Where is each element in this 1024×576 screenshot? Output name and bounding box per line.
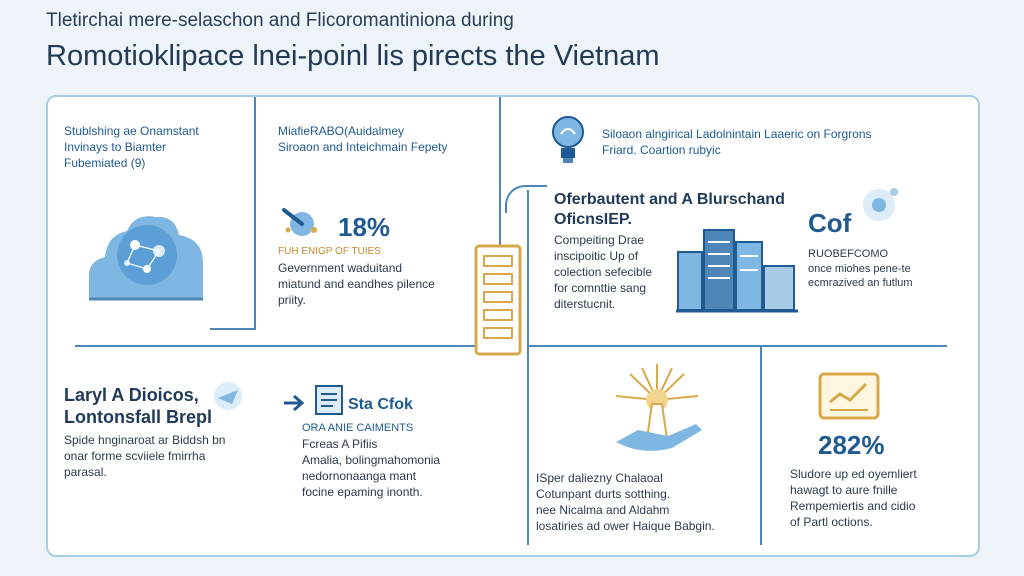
stat-caption: FUH ENIGP OF TUIES <box>278 246 381 257</box>
bottom-left-heading: Laryl A Dioicos, Lontonsfall Brepl <box>64 385 212 427</box>
side-title: RUOBEFCOMO <box>808 248 889 260</box>
tower-icon <box>470 240 526 358</box>
wrench-icon <box>278 200 332 240</box>
badge-text: Sta Cfok <box>348 396 413 413</box>
cloud-network-icon <box>85 195 210 307</box>
top-right-subheading: Oferbautent and A Blurschand OficnsIEP. <box>554 191 785 228</box>
stat-18: 18% <box>338 212 391 242</box>
top-right-heading: Siloaon alngirical Ladolnintain Laaeric on Forgrons Friard. Coartion rubyic <box>602 127 872 157</box>
bottom-mid-caption: ORA ANIE CAIMENTS <box>302 422 414 434</box>
arrow-icon <box>282 392 312 414</box>
top-mid-text: Gevernment waduitand miatund and eandhes pilence priity. <box>278 261 435 307</box>
stat-282: 282% <box>818 430 885 460</box>
page-title: Romotioklipace lnei-poinl lis pirects the Vietnam <box>46 40 660 72</box>
bottom-left-text: Spide hnginaroat ar Biddsh bn onar forme scviiele fmirrha parasal. <box>64 433 226 479</box>
logo-text: Cof <box>808 208 852 238</box>
divider-line <box>254 97 256 329</box>
bottom-center-text: ISper daliezny Chalaoal Cotunpant durts sotthing. nee Nicalma and Aldahm losatiries ad ower Haique Babgin. <box>536 471 715 533</box>
divider-line <box>527 345 947 347</box>
top-mid-heading: MiafieRABO(Auidalmey Siroaon and Inteichmain Fepety <box>278 124 448 154</box>
connector-curve <box>505 185 547 213</box>
lightbulb-icon <box>548 114 588 166</box>
divider-line <box>527 190 529 545</box>
gear-icon <box>856 182 902 228</box>
plane-icon <box>210 378 246 414</box>
bottom-right-text: Sludore up ed oyemliert hawagt to aure fnille Rempemiertis and cidio of Partl octions. <box>790 467 917 529</box>
divider-line <box>75 345 475 347</box>
divider-line <box>210 328 256 330</box>
top-right-text: Compeiting Drae inscipoitic Up of colection sefecible for comnttie sang diterstucnit. <box>554 233 653 311</box>
top-left-text: Stublshing ae Onamstant Invinays to Biamter Fubemiated (9) <box>64 124 199 170</box>
buildings-icon <box>676 222 798 314</box>
subtitle: Tletirchai mere-selaschon and Flicoromantiniona during <box>46 10 514 31</box>
bottom-mid-text: Fcreas A Pifiis Amalia, bolingmahomonia nedornonaanga mant focine epaming inonth. <box>302 437 441 499</box>
divider-line <box>760 345 762 545</box>
chart-box-icon <box>818 372 880 420</box>
document-icon <box>312 382 346 418</box>
sunburst-hand-icon <box>602 360 712 460</box>
side-text: once miohes pene-te ecmrazived an futlum <box>808 263 913 289</box>
